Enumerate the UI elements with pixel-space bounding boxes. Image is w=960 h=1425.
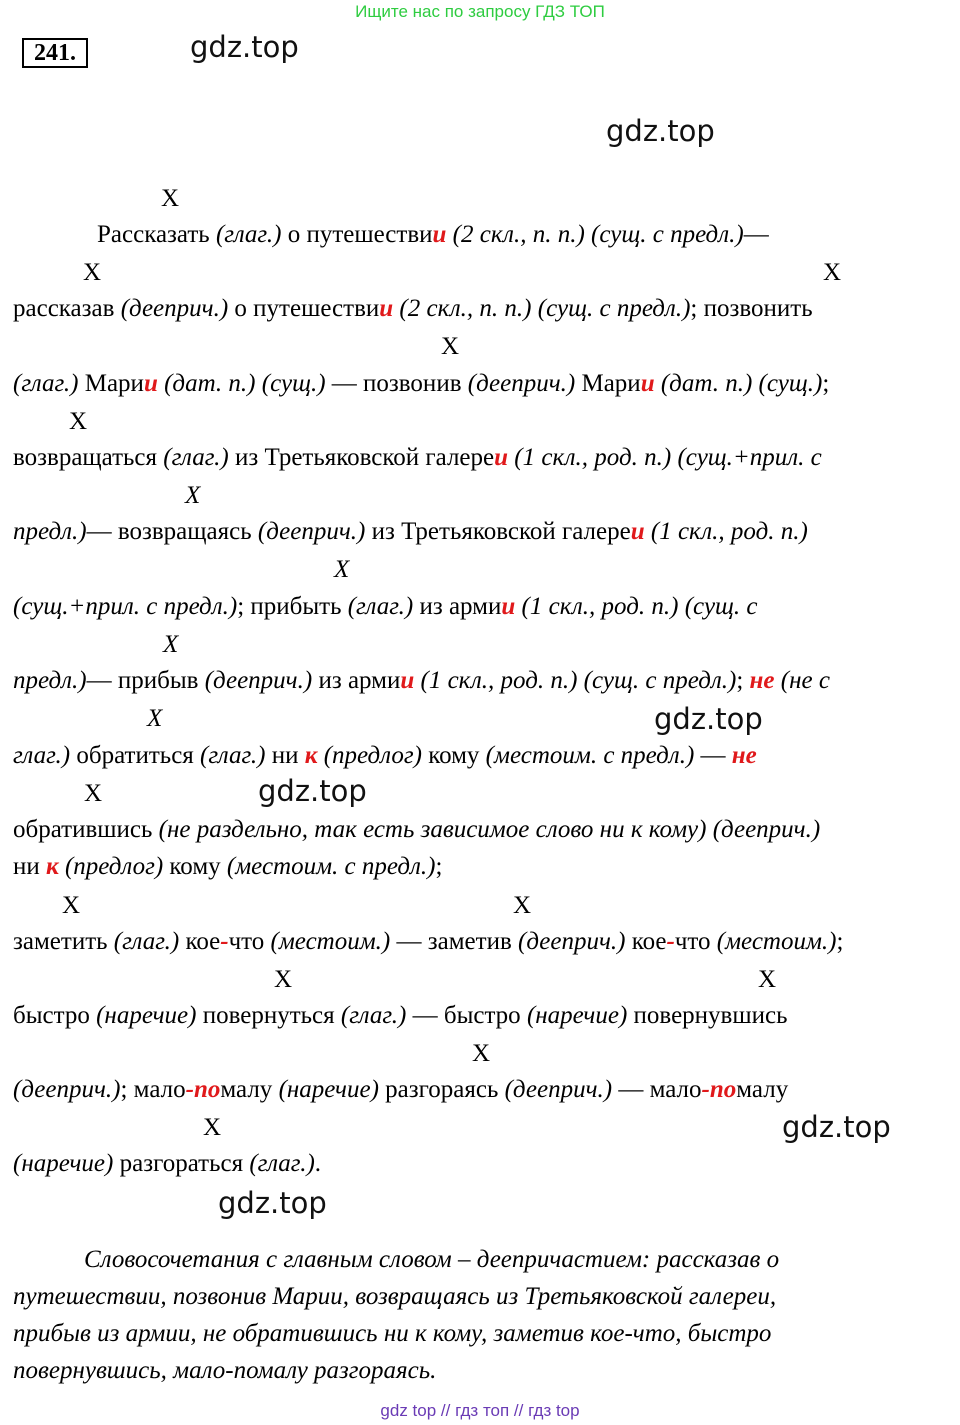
grammar-note: (дееприч.)	[518, 928, 626, 955]
grammar-note: (предлог)	[64, 853, 164, 880]
summary-line: Словосочетания с главным словом – деепричастием: рассказав о	[84, 1246, 780, 1273]
watermark: gdz.top	[258, 774, 367, 808]
grammar-note: (не с	[780, 667, 830, 694]
highlight-fragment: и	[494, 444, 509, 471]
highlight-fragment: к	[304, 742, 318, 769]
watermark: gdz.top	[218, 1186, 327, 1220]
text-fragment: быстро	[13, 1002, 97, 1029]
grammar-note: (глаг.)	[113, 928, 180, 955]
text-line	[13, 592, 758, 622]
grammar-note: (дат. п.) (сущ.)	[164, 370, 326, 397]
grammar-note: (местоим.)	[716, 928, 837, 955]
mark-x: X	[69, 408, 88, 435]
grammar-note: (глаг.)	[200, 742, 266, 769]
grammar-note: (глаг.)	[215, 221, 282, 248]
highlight-fragment: к	[46, 853, 59, 880]
watermark: gdz.top	[782, 1110, 891, 1144]
text-line	[13, 1001, 787, 1031]
grammar-note: (дееприч.)	[204, 667, 313, 694]
text-fragment: разгораясь	[378, 1076, 505, 1103]
highlight-fragment: -	[220, 928, 229, 955]
text-line	[13, 852, 442, 882]
grammar-note: (наречие)	[96, 1002, 197, 1029]
grammar-note: (1 скл., род. п.) (сущ. с	[521, 593, 758, 620]
grammar-note: (не раздельно, так есть зависимое слово ни к кому) (дееприч.)	[158, 816, 821, 843]
text-fragment: кому	[163, 853, 227, 880]
grammar-note: (дееприч.)	[120, 295, 229, 322]
grammar-note: (дат. п.) (сущ.)	[660, 370, 823, 397]
mark-x: X	[823, 259, 842, 286]
text-fragment: кое	[625, 928, 667, 955]
exercise-number: 241.	[22, 38, 88, 68]
summary-line: путешествии, позвонив Марии, возвращаясь из Третьяковской галереи,	[13, 1283, 777, 1310]
grammar-note: глаг.)	[13, 742, 71, 769]
search-banner[interactable]: Ищите нас по запросу ГДЗ ТОП	[355, 2, 605, 21]
grammar-note: (1 скл., род. п.) (сущ.+прил. с	[514, 444, 822, 471]
text-fragment: ; мало	[120, 1076, 186, 1103]
grammar-note: (наречие)	[526, 1002, 628, 1029]
grammar-note: (местоим.)	[270, 928, 391, 955]
text-fragment: ни	[265, 742, 305, 769]
text-fragment: рассказав	[13, 295, 121, 322]
highlight-fragment: и	[501, 593, 516, 620]
text-fragment: малу	[220, 1076, 279, 1103]
highlight-fragment: и	[143, 370, 158, 397]
text-fragment: — прибыв	[86, 667, 205, 694]
highlight-fragment: -по	[185, 1076, 221, 1103]
text-line	[97, 220, 769, 250]
highlight-fragment: не	[749, 667, 775, 694]
text-fragment: — возвращаясь	[86, 518, 258, 545]
mark-x: X	[163, 631, 179, 658]
mark-x: X	[274, 966, 293, 993]
text-fragment: что	[674, 928, 717, 955]
grammar-note: (дееприч.)	[467, 370, 576, 397]
text-fragment: разгораться	[113, 1150, 250, 1177]
mark-x: X	[513, 892, 532, 919]
text-line	[13, 666, 830, 696]
highlight-fragment: -	[666, 928, 675, 955]
text-fragment: — мало	[612, 1076, 702, 1103]
watermark: gdz.top	[606, 114, 715, 148]
text-line	[13, 741, 757, 771]
text-fragment: Рассказать	[97, 221, 216, 248]
text-fragment: .	[314, 1150, 322, 1177]
mark-x: X	[185, 482, 201, 509]
text-fragment: ни	[13, 853, 47, 880]
text-fragment: —	[743, 221, 769, 248]
text-fragment: о путешестви	[228, 295, 380, 322]
text-fragment: повернувшись	[627, 1002, 788, 1029]
text-fragment: Мари	[575, 370, 641, 397]
grammar-note: (местоим. с предл.)	[226, 853, 436, 880]
text-fragment: заметить	[13, 928, 114, 955]
grammar-note: (дееприч.)	[504, 1076, 613, 1103]
text-fragment: обратившись	[13, 816, 159, 843]
grammar-note: (предлог)	[323, 742, 422, 769]
summary-line: прибыв из армии, не обратившись ни к кому, заметив кое-что, быстро	[13, 1320, 772, 1347]
grammar-note: (сущ.+прил. с предл.)	[13, 593, 238, 620]
mark-x: X	[334, 556, 350, 583]
text-fragment: из Третьяковской галере	[228, 444, 495, 471]
text-fragment: — быстро	[406, 1002, 527, 1029]
text-line	[13, 369, 829, 399]
text-fragment: кому	[421, 742, 486, 769]
grammar-note: (дееприч.)	[257, 518, 366, 545]
text-line	[13, 815, 820, 845]
text-fragment: из арми	[413, 593, 502, 620]
text-fragment: возвращаться	[13, 444, 164, 471]
mark-x: X	[472, 1040, 491, 1067]
grammar-note: (глаг.)	[347, 593, 414, 620]
text-fragment: из арми	[312, 667, 401, 694]
highlight-fragment: и	[432, 221, 447, 248]
text-fragment: ;	[836, 928, 844, 955]
text-line	[13, 1075, 788, 1105]
grammar-note: (1 скл., род. п.) (сущ. с предл.)	[420, 667, 737, 694]
mark-x: X	[441, 333, 460, 360]
mark-x: X	[161, 185, 180, 212]
text-fragment: что	[228, 928, 271, 955]
watermark: gdz.top	[190, 30, 299, 64]
summary-line: повернувшись, мало-помалу разгораясь.	[13, 1357, 437, 1384]
text-fragment: о путешестви	[281, 221, 433, 248]
text-fragment: ;	[822, 370, 830, 397]
highlight-fragment: и	[400, 667, 415, 694]
text-fragment: малу	[736, 1076, 789, 1103]
text-line	[13, 294, 813, 324]
mark-x: X	[203, 1114, 222, 1141]
grammar-note: (наречие)	[13, 1150, 114, 1177]
text-line	[13, 927, 843, 957]
grammar-note: (глаг.)	[163, 444, 229, 471]
grammar-note: (дееприч.)	[13, 1076, 121, 1103]
grammar-note: (2 скл., п. п.) (сущ. с предл.)	[399, 295, 691, 322]
mark-x: X	[84, 780, 103, 807]
text-fragment: —	[694, 742, 732, 769]
mark-x: X	[62, 892, 81, 919]
text-fragment: обратиться	[70, 742, 201, 769]
grammar-note: (глаг.)	[249, 1150, 315, 1177]
text-fragment: ; позвонить	[690, 295, 813, 322]
mark-x: X	[758, 966, 777, 993]
grammar-note: предл.)	[13, 518, 87, 545]
grammar-note: (глаг.)	[340, 1002, 407, 1029]
highlight-fragment: и	[640, 370, 655, 397]
highlight-fragment: и	[379, 295, 394, 322]
highlight-fragment: не	[731, 742, 757, 769]
grammar-note: (1 скл., род. п.)	[650, 518, 808, 545]
text-line	[13, 517, 808, 547]
highlight-fragment: и	[630, 518, 645, 545]
text-line	[13, 443, 822, 473]
highlight-fragment: -по	[701, 1076, 737, 1103]
mark-x: X	[147, 705, 163, 732]
text-fragment: — позвонив	[325, 370, 468, 397]
text-fragment: ;	[435, 853, 443, 880]
footer-links[interactable]: gdz top // гдз топ // гдз top	[380, 1401, 580, 1420]
grammar-note: (наречие)	[278, 1076, 379, 1103]
grammar-note: (местоим. с предл.)	[485, 742, 695, 769]
grammar-note: (глаг.)	[13, 370, 79, 397]
mark-x: X	[83, 259, 102, 286]
text-fragment: кое	[179, 928, 221, 955]
text-fragment: повернуться	[196, 1002, 341, 1029]
watermark: gdz.top	[654, 702, 763, 736]
text-fragment: Мари	[78, 370, 144, 397]
text-fragment: ; прибыть	[237, 593, 348, 620]
text-fragment: из Третьяковской галере	[365, 518, 631, 545]
grammar-note: предл.)	[13, 667, 87, 694]
text-line	[13, 1149, 321, 1179]
text-fragment: — заметив	[390, 928, 519, 955]
grammar-note: (2 скл., п. п.) (сущ. с предл.)	[452, 221, 744, 248]
text-fragment: ;	[736, 667, 750, 694]
